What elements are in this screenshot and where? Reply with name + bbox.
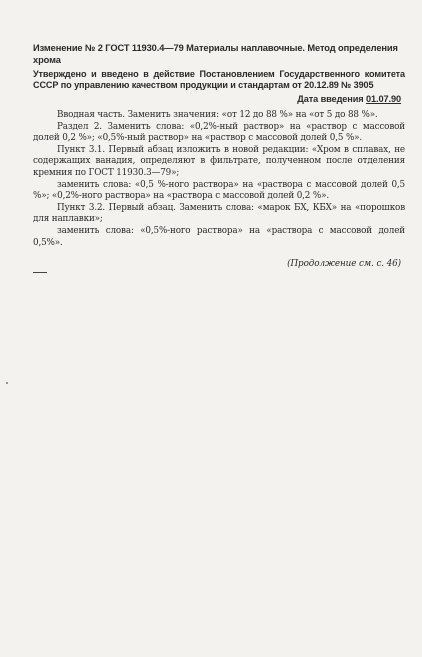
- paragraph-item-3-2-replace: заменить слова: «0,5%-ного раствора» на «раствора с массовой долей 0,5%».: [33, 225, 405, 248]
- effective-date-value: 01.07.90: [366, 94, 401, 104]
- approval-statement: Утверждено и введено в действие Постановлением Государственного комитета СССР по управлению качеством продукции и стандартам от 20.12.89 № 3905: [33, 69, 405, 91]
- paragraph-item-3-2: Пункт 3.2. Первый абзац. Заменить слова: «марок БХ, КБХ» на «порошков для наплавки»;: [33, 202, 405, 225]
- effective-date: [297, 94, 401, 104]
- scan-speck: [6, 382, 8, 384]
- effective-date-label: Дата введения: [297, 94, 364, 104]
- continuation-note: (Продолжение см. с. 46): [287, 259, 401, 269]
- paragraph-item-3-1-replace: заменить слова: «0,5 %-ного раствора» на «раствора с массовой долей 0,5 %»; «0,2%-ного раствора» на «раствора с массовой долей 0,2 %».: [33, 179, 405, 202]
- separator-line: [33, 272, 47, 273]
- amendment-body: [33, 110, 405, 249]
- paragraph-section-2: Раздел 2. Заменить слова: «0,2%-ный раствор» на «раствор с массовой долей 0,2 %»; «0,5%-ный раствор» на «раствор с массовой долей 0,5 %».: [33, 121, 405, 144]
- paragraph-intro: Вводная часть. Заменить значения: «от 12 до 88 %» на «от 5 до 88 %».: [57, 110, 378, 120]
- paragraph-item-3-1: Пункт 3.1. Первый абзац изложить в новой редакции: «Хром в сплавах, не содержащих ванадия, определяют в фильтрате, полученном после отделения кремния по ГОСТ 11930.3—79»;: [33, 144, 405, 178]
- amendment-title: Изменение № 2 ГОСТ 11930.4—79 Материалы наплавочные. Метод определения хрома: [33, 43, 398, 65]
